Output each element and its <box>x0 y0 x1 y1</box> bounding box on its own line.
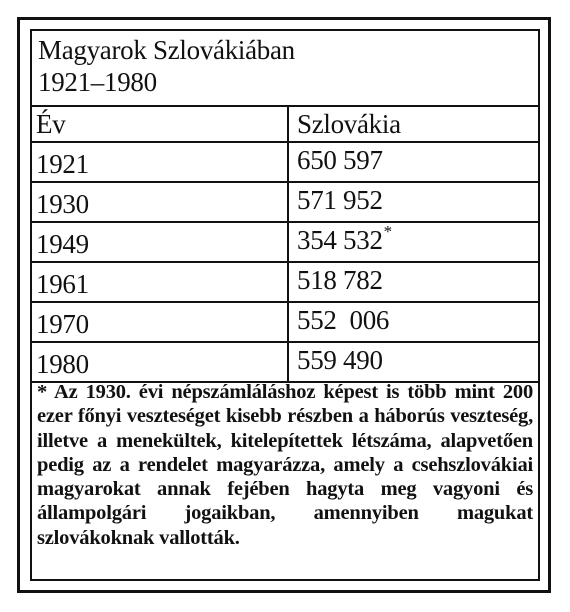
year-cell: 1930 <box>30 182 288 222</box>
table-title <box>38 34 295 98</box>
value-text: 354 532 <box>297 225 383 255</box>
population-table <box>30 105 540 383</box>
table-row <box>30 142 540 182</box>
table-row <box>30 262 540 302</box>
title-line-1: Magyarok Szlovákiában <box>38 35 295 65</box>
value-text: 571 952 <box>297 185 383 215</box>
value-cell <box>288 182 540 222</box>
year-cell: 1961 <box>30 262 288 302</box>
table-row <box>30 222 540 262</box>
title-line-2: 1921–1980 <box>38 67 157 97</box>
value-text: 552 006 <box>297 305 390 335</box>
value-cell <box>288 342 540 382</box>
header-row <box>30 106 540 142</box>
header-year: Év <box>30 106 288 142</box>
table-row <box>30 302 540 342</box>
value-cell <box>288 262 540 302</box>
year-cell: 1980 <box>30 342 288 382</box>
year-cell: 1949 <box>30 222 288 262</box>
value-text: 559 490 <box>297 345 383 375</box>
table-row <box>30 182 540 222</box>
value-text: 518 782 <box>297 265 383 295</box>
value-cell <box>288 302 540 342</box>
value-cell <box>288 142 540 182</box>
header-slovakia: Szlovákia <box>288 106 540 142</box>
table-row <box>30 342 540 382</box>
year-cell: 1921 <box>30 142 288 182</box>
value-cell <box>288 222 540 262</box>
footnote-text: * Az 1930. évi népszámláláshoz képest is több mint 200 ezer főnyi veszteséget kisebb részben a háborús veszteség, illetve a menekültek, kitelepítettek létszáma, alapvetően pedig az a rendelet magyarázza, amely a csehszlovákiai magyarokat annak fejében hagyta meg vagyoni és állampolgári jogaikban, amennyiben magukat szlovákoknak vallották. <box>37 381 533 549</box>
value-text: 650 597 <box>297 145 383 175</box>
year-cell: 1970 <box>30 302 288 342</box>
footnote-mark: * <box>383 222 392 241</box>
